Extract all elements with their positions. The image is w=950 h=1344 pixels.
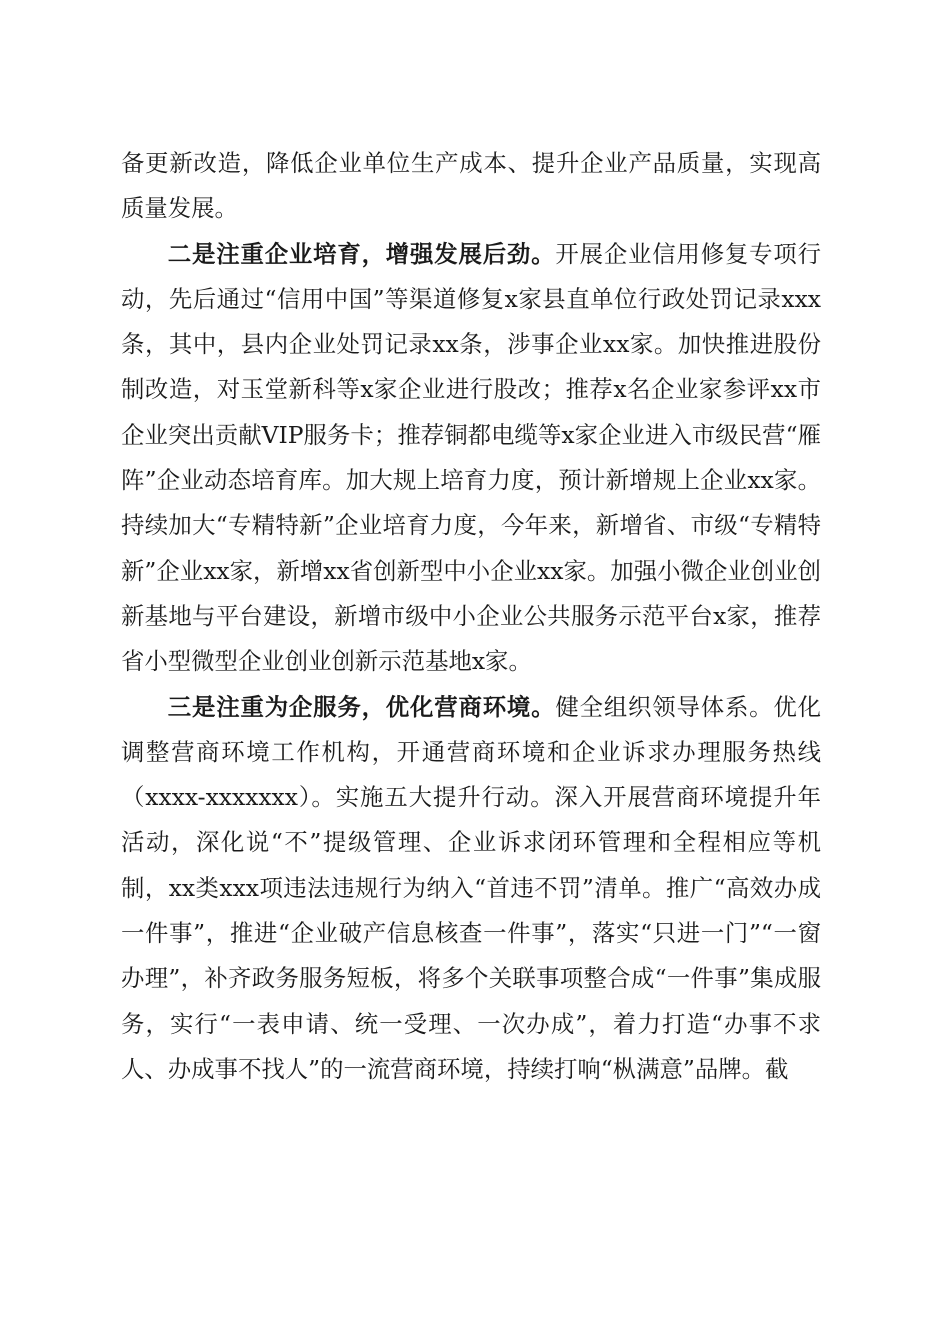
- paragraph-body: 备更新改造，降低企业单位生产成本、提升企业产品质量，实现高质量发展。: [121, 149, 821, 223]
- document-body: [121, 141, 821, 1092]
- paragraph-enterprise-cultivation: [121, 232, 821, 685]
- paragraph-lead-heading: 三是注重为企服务，优化营商环境。: [167, 692, 556, 721]
- paragraph-business-service: [121, 685, 821, 1093]
- paragraph-body: 健全组织领导体系。优化调整营商环境工作机构，开通营商环境和企业诉求办理服务热线（xxxx-xxxxxxx）。实施五大提升行动。深入开展营商环境提升年活动，深化说“不”提级管理、企业诉求闭环管理和全程相应等机制，xx类xxx项违法违规行为纳入“首违不罚”清单。推广“高效办成一件事”，推进“企业破产信息核查一件事”，落实“只进一门”“一窗办理”，补齐政务服务短板，将多个关联事项整合成“一件事”集成服务，实行“一表申请、统一受理、一次办成”，着力打造“办事不求人、办成事不找人”的一流营商环境，持续打响“枞满意”品牌。截: [121, 692, 822, 1083]
- paragraph-continuation: [121, 141, 821, 232]
- paragraph-body: 开展企业信用修复专项行动，先后通过“信用中国”等渠道修复x家县直单位行政处罚记录xxx条，其中，县内企业处罚记录xx条，涉事企业xx家。加快推进股份制改造，对玉堂新科等x家企业进行股改；推荐x名企业家参评xx市企业突出贡献VIP服务卡；推荐铜都电缆等x家企业进入市级民营“雁阵”企业动态培育库。加大规上培育力度，预计新增规上企业xx家。持续加大“专精特新”企业培育力度，今年来，新增省、市级“专精特新”企业xx家，新增xx省创新型中小企业xx家。加强小微企业创业创新基地与平台建设，新增市级中小企业公共服务示范平台x家，推荐省小型微型企业创业创新示范基地x家。: [121, 239, 822, 676]
- paragraph-lead-heading: 二是注重企业培育，增强发展后劲。: [167, 239, 556, 268]
